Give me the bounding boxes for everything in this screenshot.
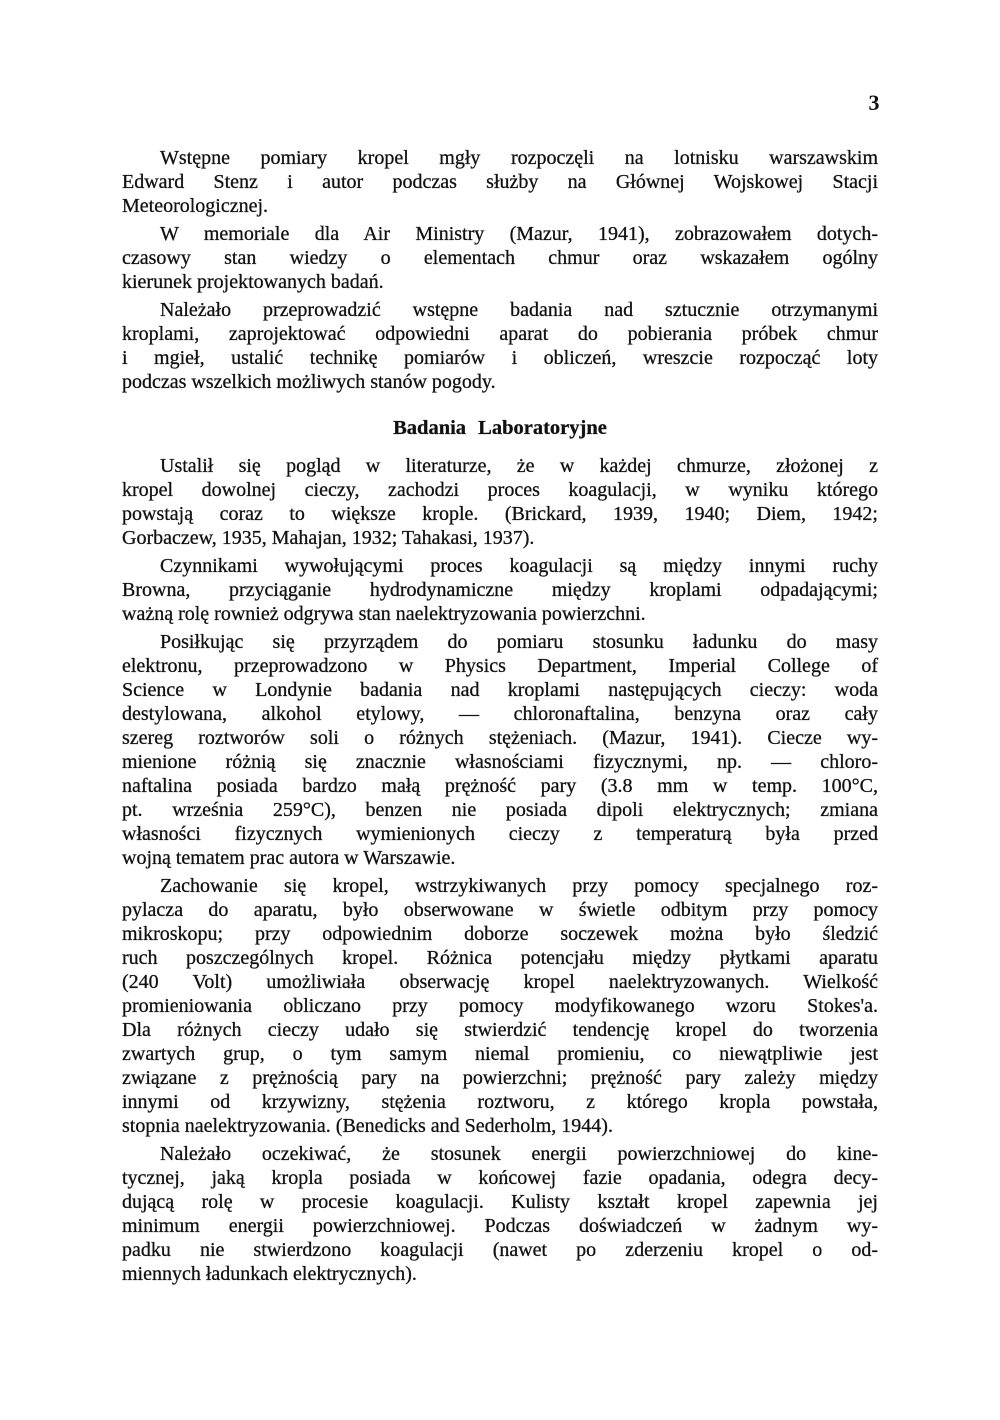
paragraph <box>122 454 878 550</box>
text-line: promieniowania obliczano przy pomocy modyfikowanego wzoru Stokes'a. <box>122 995 878 1017</box>
text-line: minimum energii powierzchniowej. Podczas doświadczeń w żadnym wy- <box>122 1215 878 1237</box>
paragraph <box>122 630 878 870</box>
text-line: podczas wszelkich możliwych stanów pogody. <box>122 371 496 393</box>
paragraph <box>122 222 878 294</box>
text-line: kroplami, zaprojektować odpowiedni aparat do pobierania próbek chmur <box>122 323 878 345</box>
text-line: stopnia naelektryzowania. (Benedicks and Sederholm, 1944). <box>122 1115 613 1137</box>
paragraph <box>122 1142 878 1286</box>
paragraph <box>122 554 878 626</box>
text-line: miennych ładunkach elektrycznych). <box>122 1263 417 1285</box>
text-line: mienione różnią się znacznie własnościami fizycznymi, np. — chloro- <box>122 751 878 773</box>
text-line: kropel dowolnej cieczy, zachodzi proces koagulacji, w wyniku którego <box>122 479 878 501</box>
text-line: Gorbaczew, 1935, Mahajan, 1932; Tahakasi, 1937). <box>122 527 535 549</box>
text-line: pylacza do aparatu, było obserwowane w świetle odbitym przy pomocy <box>122 899 878 921</box>
text-line: i mgieł, ustalić technikę pomiarów i obliczeń, wreszcie rozpocząć loty <box>122 347 878 369</box>
section-heading: Badania Laboratoryjne <box>393 417 607 439</box>
text-line: innymi od krzywizny, stężenia roztworu, z którego kropla powstała, <box>122 1091 878 1113</box>
text-line: mikroskopu; przy odpowiednim doborze soczewek można było śledzić <box>122 923 878 945</box>
text-line: Posiłkując się przyrządem do pomiaru stosunku ładunku do masy <box>160 631 878 653</box>
text-line: ruch poszczególnych kropel. Różnica potencjału między płytkami aparatu <box>122 947 878 969</box>
text-line: własności fizycznych wymienionych cieczy z temperaturą była przed <box>122 823 878 845</box>
text-line: Wstępne pomiary kropel mgły rozpoczęli na lotnisku warszawskim <box>160 147 878 169</box>
text-line: kierunek projektowanych badań. <box>122 271 384 293</box>
paragraph <box>122 874 878 1138</box>
text-line: zwartych grup, o tym samym niemal promieniu, co niewątpliwie jest <box>122 1043 878 1065</box>
text-line: (240 Volt) umożliwiała obserwację kropel naelektryzowanych. Wielkość <box>122 971 878 993</box>
text-line: powstają coraz to większe krople. (Brickard, 1939, 1940; Diem, 1942; <box>122 503 878 525</box>
text-line: tycznej, jaką kropla posiada w końcowej fazie opadania, odegra decy- <box>122 1167 878 1189</box>
text-line: naftalina posiada bardzo małą prężność pary (3.8 mm w temp. 100°C, <box>122 775 878 797</box>
text-line: padku nie stwierdzono koagulacji (nawet po zderzeniu kropel o od- <box>122 1239 878 1261</box>
text-line: pt. września 259°C), benzen nie posiada dipoli elektrycznych; zmiana <box>122 799 878 821</box>
text-line: Science w Londynie badania nad kroplami następujących cieczy: woda <box>122 679 878 701</box>
text-line: czasowy stan wiedzy o elementach chmur oraz wskazałem ogólny <box>122 247 878 269</box>
text-line: W memoriale dla Air Ministry (Mazur, 1941), zobrazowałem dotych- <box>160 223 878 245</box>
text-line: Należało przeprowadzić wstępne badania nad sztucznie otrzymanymi <box>160 299 878 321</box>
text-line: Czynnikami wywołującymi proces koagulacji są między innymi ruchy <box>160 555 878 577</box>
text-line: Zachowanie się kropel, wstrzykiwanych przy pomocy specjalnego roz- <box>160 875 878 897</box>
text-block <box>122 146 878 1290</box>
text-line: szereg roztworów soli o różnych stężeniach. (Mazur, 1941). Ciecze wy- <box>122 727 878 749</box>
text-line: wojną tematem prac autora w Warszawie. <box>122 847 456 869</box>
text-line: Ustalił się pogląd w literaturze, że w każdej chmurze, złożonej z <box>160 455 878 477</box>
text-line: Dla różnych cieczy udało się stwierdzić tendencję kropel do tworzenia <box>122 1019 878 1041</box>
text-line: Należało oczekiwać, że stosunek energii powierzchniowej do kine- <box>160 1143 878 1165</box>
page-number: 3 <box>868 90 880 115</box>
text-line: elektronu, przeprowadzono w Physics Department, Imperial College of <box>122 655 878 677</box>
text-line: Edward Stenz i autor podczas służby na Głównej Wojskowej Stacji <box>122 171 878 193</box>
text-line: Meteorologicznej. <box>122 195 269 217</box>
paragraph <box>122 146 878 218</box>
text-line: ważną rolę rownież odgrywa stan naelektryzowania powierzchni. <box>122 603 646 625</box>
text-line: związane z prężnością pary na powierzchni; prężność pary zależy między <box>122 1067 878 1089</box>
text-line: destylowana, alkohol etylowy, — chloronaftalina, benzyna oraz cały <box>122 703 878 725</box>
paragraph <box>122 298 878 394</box>
text-line: Browna, przyciąganie hydrodynamiczne między kroplami odpadającymi; <box>122 579 878 601</box>
text-line: dującą rolę w procesie koagulacji. Kulisty kształt kropel zapewnia jej <box>122 1191 878 1213</box>
